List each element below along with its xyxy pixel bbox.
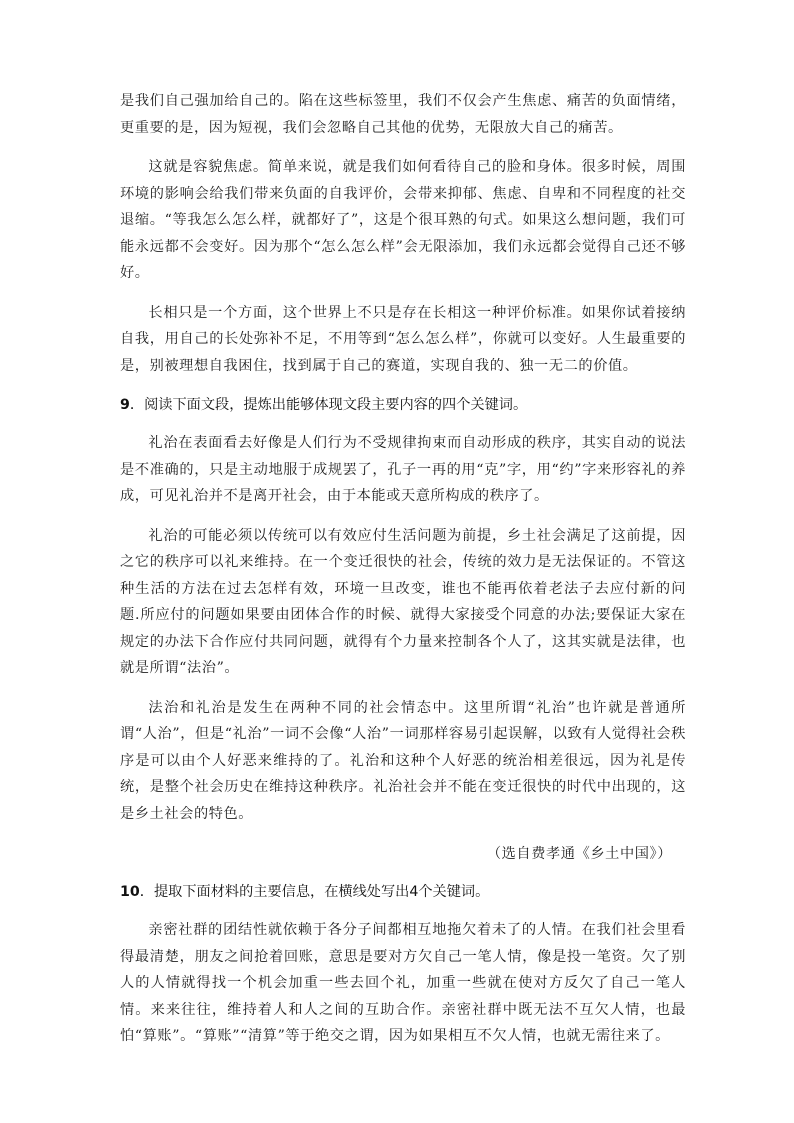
q9-paragraph-1: 礼治在表面看去好像是人们行为不受规律拘束而自动形成的秩序，其实自动的说法是不准确的，只是主动地服于成规罢了，孔子一再的用“克”字，用“约”字来形容礼的养成，可见礼治并不是离开社会，由于本能或天意所构成的秩序了。 [120,435,686,504]
intro-paragraph-2: 这就是容貌焦虑。简单来说，就是我们如何看待自己的脸和身体。很多时候，周围环境的影响会给我们带来负面的自我评价，会带来抑郁、焦虑、自卑和不同程度的社交退缩。“等我怎么怎么样，就都好了”，这是个很耳熟的句式。如果这么想问题，我们可能永远都不会变好。因为那个“怎么怎么样”会无限添加，我们永远都会觉得自己还不够好。 [120,159,686,281]
q10-paragraph-1: 亲密社群的团结性就依赖于各分子间都相互地拖欠着未了的人情。在我们社会里看得最清楚，朋友之间抢着回账，意思是要对方欠自己一笔人情，像是投一笔资。欠了别人的人情就得找一个机会加重一些去回个礼，加重一些就在使对方反欠了自己一笔人情。来来往往，维持着人和人之间的互助合作。亲密社群中既无法不互欠人情，也最怕“算账”。“算账”“清算”等于绝交之谓，因为如果相互不欠人情，也就无需往来了。 [120,922,686,1044]
q9-source-citation: （选自费孝通《乡土中国》） [486,846,672,862]
document-page [120,88,686,1063]
question-9-text: ．阅读下面文段，提炼出能够体现文段主要内容的四个关键词。 [129,397,528,413]
question-10-prompt [120,879,686,905]
question-9-prompt [120,392,686,418]
intro-paragraph-3: 长相只是一个方面，这个世界上不只是存在长相这一种评价标准。如果你试着接纳自我，用自己的长处弥补不足，不用等到“怎么怎么样”，你就可以变好。人生最重要的是，别被理想自我困住，找到属于自己的赛道，实现自我的、独一无二的价值。 [120,304,686,374]
q9-paragraph-2: 礼治的可能必须以传统可以有效应付生活问题为前提，乡土社会满足了这前提，因之它的秩序可以礼来维持。在一个变迁很快的社会，传统的效力是无法保证的。不管这种生活的方法在过去怎样有效，环境一旦改变，谁也不能再依着老法子去应付新的问题.所应付的问题如果要由团体合作的时候、就得大家接受个同意的办法;要保证大家在规定的办法下合作应付共同问题，就得有个力量来控制各个人了，这其实就是法律，也就是所谓“法治”。 [120,527,686,676]
question-10-text: ．提取下面材料的主要信息，在横线处写出4个关键词。 [139,884,490,900]
question-9-number: 9 [120,397,130,413]
intro-paragraph-1: 是我们自己强加给自己的。陷在这些标签里，我们不仅会产生焦虑、痛苦的负面情绪，更重要的是，因为短视，我们会忽略自己其他的优势，无限放大自己的痛苦。 [120,93,686,136]
question-10-number: 10 [120,884,140,900]
q9-paragraph-3: 法治和礼治是发生在两种不同的社会情态中。这里所谓“礼治”也许就是普通所谓“人治”，但是“礼治”一词不会像“人治”一词那样容易引起误解，以致有人觉得社会秩序是可以由个人好恶来维持的了。礼治和这种个人好恶的统治相差很远，因为礼是传统，是整个社会历史在维持这种秩序。礼治社会并不能在变迁很快的时代中出现的，这是乡土社会的特色。 [120,699,686,822]
